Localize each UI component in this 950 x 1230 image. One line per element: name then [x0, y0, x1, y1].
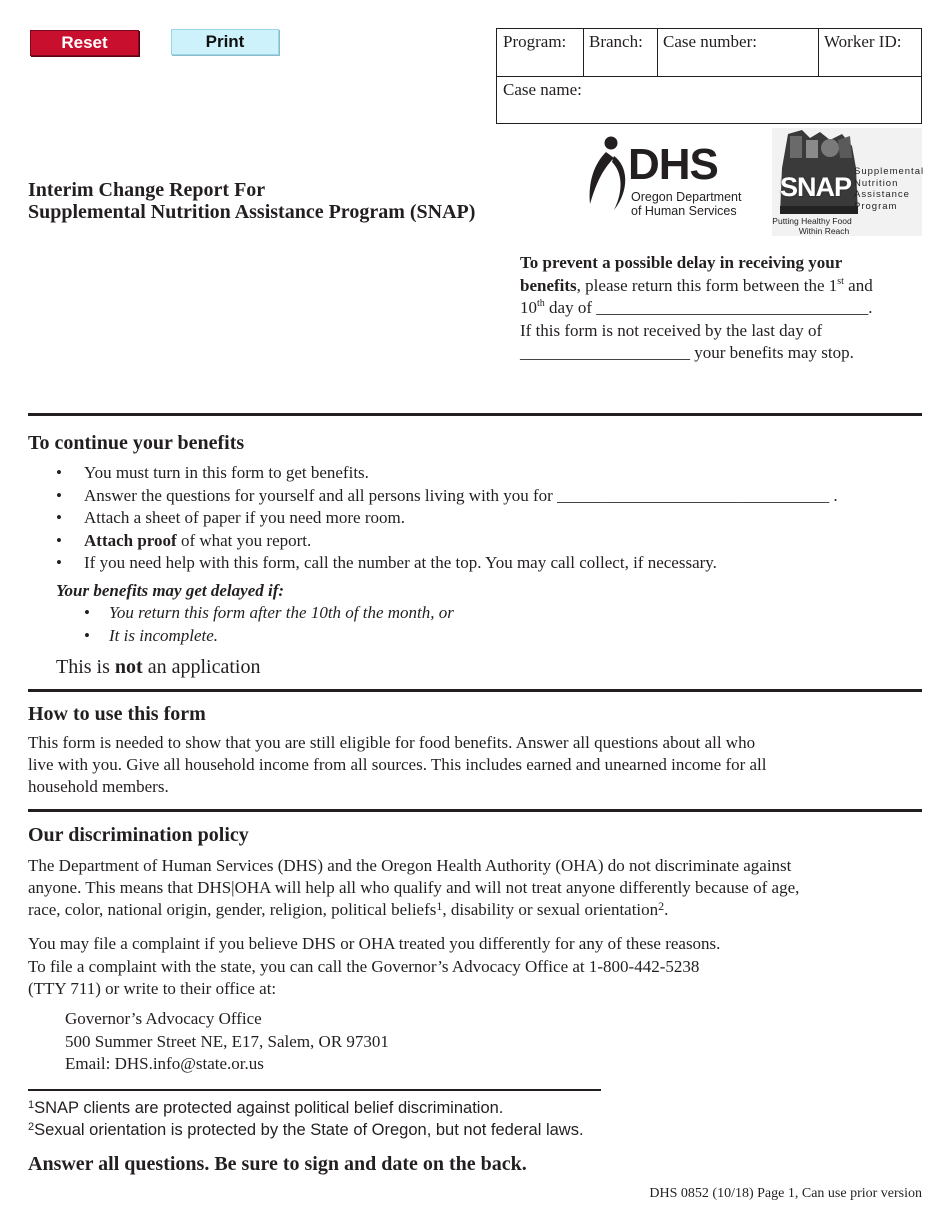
case-number-field[interactable] [657, 29, 818, 76]
section-divider [28, 689, 922, 692]
notice-text: If this form is not received by the last day of [520, 320, 823, 340]
howto-line: household members. [28, 777, 169, 796]
dhs-subtitle-line: Oregon Department [631, 190, 742, 204]
notice-text: , please return this form between the 1 [576, 275, 838, 295]
section-divider [28, 809, 922, 812]
footnote [28, 1119, 584, 1141]
case-name-field[interactable] [497, 77, 921, 123]
address-line: Governor’s Advocacy Office [65, 1009, 262, 1028]
policy-paragraph-2 [28, 933, 928, 1001]
footnote [28, 1097, 584, 1119]
snap-wordmark: SNAP [780, 172, 852, 202]
notice-text: day of ________________________________. [544, 298, 873, 317]
worker-id-label: Worker ID: [824, 32, 902, 51]
program-field[interactable] [497, 29, 583, 76]
footnote-ref: 2 [658, 899, 665, 913]
case-number-label: Case number: [663, 32, 757, 51]
dhs-subtitle [631, 190, 741, 218]
footnote-text: SNAP clients are protected against political belief discrimination. [34, 1099, 504, 1117]
howto-heading: How to use this form [28, 703, 206, 725]
snap-logo [772, 128, 925, 236]
snap-acronym-line: Assistance [854, 189, 910, 200]
snap-acronym-line: Supplemental [854, 166, 925, 177]
howto-line: This form is needed to show that you are still eligible for food benefits. Answer all questions about all who [28, 733, 756, 752]
footnote-text: Sexual orientation is protected by the State of Oregon, but not federal laws. [34, 1121, 584, 1139]
policy-line [28, 899, 928, 921]
address-line: Email: DHS.info@state.or.us [65, 1054, 264, 1073]
worker-id-field[interactable] [818, 29, 922, 76]
delay-heading: Your benefits may get delayed if: [56, 581, 285, 600]
continue-list [28, 462, 928, 575]
title-line-1: Interim Change Report For [28, 179, 266, 201]
footnote-divider [28, 1089, 601, 1091]
reset-button[interactable]: Reset [30, 30, 139, 56]
policy-line: You may file a complaint if you believe DHS or OHA treated you differently for any of these reasons. [28, 934, 721, 953]
list-item: • If you need help with this form, call the number at the top. You may call collect, if necessary. [28, 552, 928, 575]
policy-line: To file a complaint with the state, you can call the Governor’s Advocacy Office at 1-800-442-5238 [28, 956, 700, 976]
notice-text: ____________________ your benefits may stop. [520, 343, 854, 362]
advocacy-address [65, 1008, 389, 1076]
policy-paragraph-1 [28, 855, 928, 921]
branch-field[interactable] [583, 29, 657, 76]
notice-text: 10 [520, 298, 537, 317]
snap-tagline-line: Putting Healthy Food [772, 216, 852, 226]
policy-text: , disability or sexual orientation [442, 900, 659, 919]
list-item: • You must turn in this form to get benefits. [28, 462, 928, 485]
footnote-number: 1 [28, 1099, 35, 1111]
note-text: an application [142, 656, 261, 678]
notice-bold: To prevent a possible delay in receiving your [520, 253, 843, 272]
snap-acronym [854, 166, 924, 212]
delay-list [28, 602, 928, 647]
list-item: • Answer the questions for yourself and all persons living with you for ________________________________ . [28, 485, 928, 508]
note-bold: not [114, 656, 143, 678]
snap-acronym-line: Program [854, 200, 898, 212]
footnote-number: 2 [28, 1121, 35, 1133]
policy-text: . [664, 900, 669, 919]
list-item: • Attach a sheet of paper if you need more room. [28, 507, 928, 530]
notice-sup: th [537, 298, 545, 309]
howto-text [28, 732, 928, 798]
footnotes [28, 1097, 584, 1141]
section-divider [28, 413, 922, 416]
list-item: • It is incomplete. [28, 625, 928, 648]
howto-line: live with you. Give all household income from all sources. This includes earned and unearned income for all [28, 755, 767, 774]
form-number: DHS 0852 (10/18) Page 1, Can use prior version [649, 1186, 922, 1201]
address-line: 500 Summer Street NE, E17, Salem, OR 97301 [65, 1031, 389, 1051]
notice-sup: st [837, 275, 844, 287]
policy-line: anyone. This means that DHS|OHA will help all who qualify and will not treat anyone differently because of age, [28, 878, 800, 897]
policy-line: (TTY 711) or write to their office at: [28, 979, 277, 998]
branch-label: Branch: [589, 32, 643, 51]
program-label: Program: [503, 32, 567, 51]
not-application-note [56, 656, 260, 679]
snap-tagline-line: Within Reach [798, 226, 850, 236]
proof-bold: Attach proof [84, 530, 177, 550]
dhs-figure-icon [584, 134, 632, 214]
list-item: • You return this form after the 10th of the month, or [28, 602, 928, 625]
policy-line: The Department of Human Services (DHS) and the Oregon Health Authority (OHA) do not discriminate against [28, 856, 792, 875]
dhs-wordmark: DHS [628, 140, 718, 189]
proof-text: of what you report. [176, 530, 312, 550]
form-title [28, 179, 475, 223]
snap-acronym-line: Nutrition [854, 177, 899, 189]
policy-heading: Our discrimination policy [28, 824, 249, 846]
print-button[interactable]: Print [171, 29, 279, 55]
list-item [28, 530, 928, 553]
footnote-ref: 1 [436, 899, 443, 913]
case-name-label: Case name: [503, 80, 582, 99]
snap-tagline [772, 216, 852, 236]
notice-bold: benefits [520, 275, 577, 295]
return-notice [520, 252, 920, 365]
dhs-logo [584, 134, 764, 224]
policy-text: race, color, national origin, gender, religion, political beliefs [28, 900, 437, 919]
note-text: This is [56, 656, 115, 678]
continue-heading: To continue your benefits [28, 432, 245, 454]
title-line-2: Supplemental Nutrition Assistance Program (SNAP) [28, 201, 476, 223]
case-info-box [496, 28, 922, 124]
dhs-subtitle-line: of Human Services [631, 204, 737, 218]
notice-text: and [843, 275, 873, 295]
closing-instruction: Answer all questions. Be sure to sign and date on the back. [28, 1153, 527, 1175]
